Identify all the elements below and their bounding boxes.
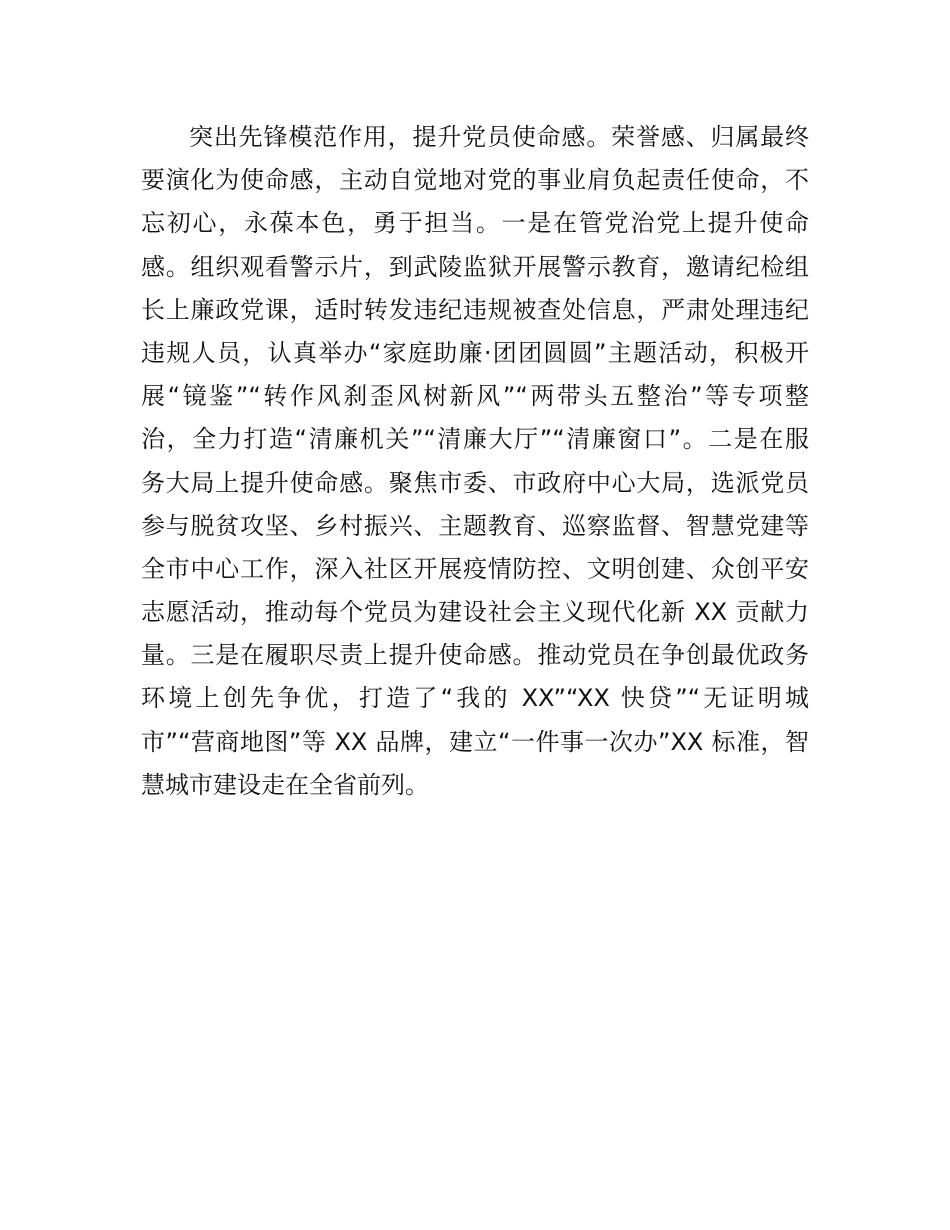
paragraph-line: 全市中心工作，深入社区开展疫情防控、文明创建、众创平安 (141, 554, 809, 583)
paragraph-line: 务大局上提升使命感。聚焦市委、市政府中心大局，选派党员 (141, 468, 809, 497)
body-paragraph (141, 116, 809, 807)
paragraph-line: 要演化为使命感，主动自觉地对党的事业肩负起责任使命，不 (141, 166, 809, 195)
paragraph-line: 慧城市建设走在全省前列。 (141, 770, 429, 799)
paragraph-line: 展“镜鉴”“转作风刹歪风树新风”“两带头五整治”等专项整 (141, 382, 809, 411)
paragraph-line: 参与脱贫攻坚、乡村振兴、主题教育、巡察监督、智慧党建等 (141, 511, 809, 540)
paragraph-line: 市”“营商地图”等 XX 品牌，建立“一件事一次办”XX 标准，智 (141, 727, 809, 756)
paragraph-line: 忘初心，永葆本色，勇于担当。一是在管党治党上提升使命 (141, 209, 809, 238)
paragraph-line: 长上廉政党课，适时转发违纪违规被查处信息，严肃处理违纪 (141, 295, 809, 324)
paragraph-line: 治，全力打造“清廉机关”“清廉大厅”“清廉窗口”。二是在服 (141, 425, 809, 454)
paragraph-line: 量。三是在履职尽责上提升使命感。推动党员在争创最优政务 (141, 641, 809, 670)
paragraph-line: 违规人员，认真举办“家庭助廉·团团圆圆”主题活动，积极开 (141, 338, 809, 367)
paragraph-line: 突出先锋模范作用，提升党员使命感。荣誉感、归属最终 (189, 123, 809, 151)
paragraph-line: 环境上创先争优，打造了“我的 XX”“XX 快贷”“无证明城 (141, 684, 809, 713)
paragraph-line: 感。组织观看警示片，到武陵监狱开展警示教育，邀请纪检组 (141, 252, 809, 281)
paragraph-line: 志愿活动，推动每个党员为建设社会主义现代化新 XX 贡献力 (141, 598, 809, 627)
